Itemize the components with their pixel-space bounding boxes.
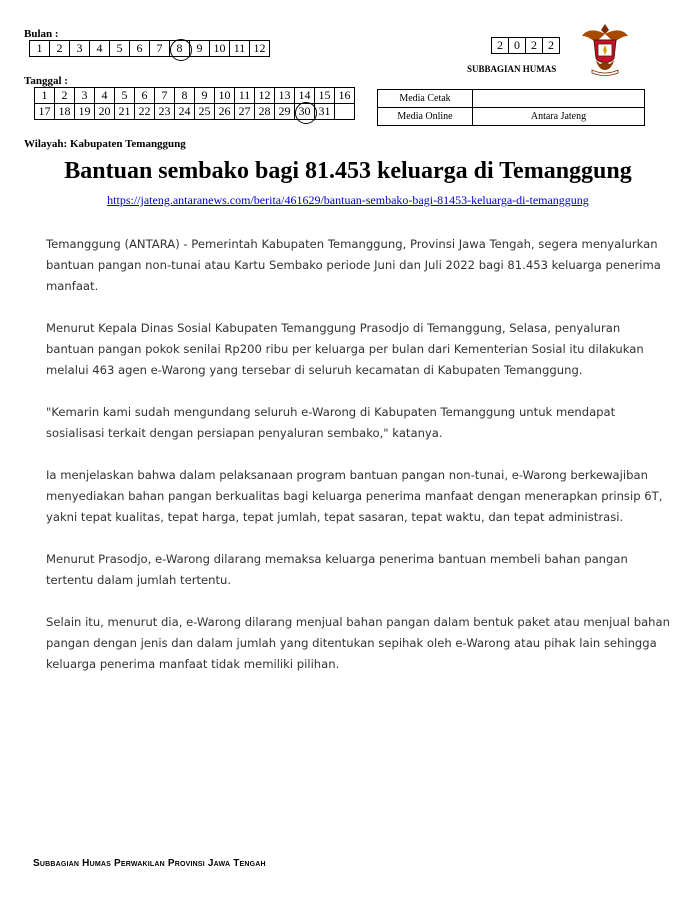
date-cell: 23 [155,104,175,120]
article-paragraph: Selain itu, menurut dia, e-Warong dilarang menjual bahan pangan dalam bentuk paket atau menjual bahan pangan dengan jenis dan dalam jumlah yang ditentukan sepihak oleh e-Warong atau pihak lain sehingga keluarga penerima manfaat tidak memiliki pilihan. [46,615,670,671]
month-cell: 3 [70,41,90,57]
date-cell: 27 [235,104,255,120]
month-cell: 12 [250,41,270,57]
article-paragraph: Menurut Kepala Dinas Sosial Kabupaten Temanggung Prasodjo di Temanggung, Selasa, penyaluran bantuan pangan pokok senilai Rp200 ribu per keluarga per bulan dari Kementerian Sosial itu dilakukan melalui 463 agen e-Warong yang tersebar di seluruh kecamatan di Kabupaten Temanggung. [46,321,644,377]
media-row [378,90,645,108]
media-row-value: Antara Jateng [473,108,645,126]
article-body [46,234,671,696]
year-digit-cell: 2 [543,38,560,54]
date-cell: 26 [215,104,235,120]
footer-text: Subbagian Humas Perwakilan Provinsi Jawa Tengah [33,858,266,869]
date-cell: 4 [95,88,115,104]
date-cell: 6 [135,88,155,104]
garuda-emblem-icon [580,20,630,78]
date-cell: 29 [275,104,295,120]
month-grid [29,40,270,57]
date-grid [34,87,355,120]
date-cell: 7 [155,88,175,104]
month-cell: 1 [30,41,50,57]
date-cell: 24 [175,104,195,120]
date-cell: 28 [255,104,275,120]
media-table [377,89,645,126]
media-row-value [473,90,645,108]
month-cell: 11 [230,41,250,57]
media-row [378,108,645,126]
month-cell: 6 [130,41,150,57]
month-cell: 4 [90,41,110,57]
date-cell: 5 [115,88,135,104]
article-url-link[interactable]: https://jateng.antaranews.com/berita/461629/bantuan-sembako-bagi-81453-keluarga-di-temanggung [107,193,589,207]
dept-label: SUBBAGIAN HUMAS [467,64,557,74]
year-digit-cell: 0 [509,38,526,54]
date-cell: 30 [295,104,315,120]
date-cell: 17 [35,104,55,120]
date-cell: 13 [275,88,295,104]
date-cell: 14 [295,88,315,104]
article-paragraph: "Kemarin kami sudah mengundang seluruh e-Warong di Kabupaten Temanggung untuk mendapat sosialisasi terkait dengan persiapan penyaluran sembako," katanya. [46,405,616,440]
date-cell: 11 [235,88,255,104]
date-cell: 21 [115,104,135,120]
date-cell: 9 [195,88,215,104]
article-title: Bantuan sembako bagi 81.453 keluarga di Temanggung [64,158,632,184]
date-cell: 1 [35,88,55,104]
month-cell: 8 [170,41,190,57]
date-cell [335,104,355,120]
date-cell: 2 [55,88,75,104]
article-paragraph: Menurut Prasodjo, e-Warong dilarang memaksa keluarga penerima bantuan membeli bahan pangan tertentu dalam jumlah tertentu. [46,552,628,587]
date-cell: 16 [335,88,355,104]
media-row-label: Media Online [378,108,473,126]
date-cell: 22 [135,104,155,120]
date-cell: 31 [315,104,335,120]
article-paragraph: Temanggung (ANTARA) - Pemerintah Kabupaten Temanggung, Provinsi Jawa Tengah, segera menyalurkan bantuan pangan non-tunai atau Kartu Sembako periode Juni dan Juli 2022 bagi 81.453 keluarga penerima manfaat. [46,237,661,293]
date-cell: 19 [75,104,95,120]
date-cell: 10 [215,88,235,104]
tanggal-label: Tanggal : [24,75,68,87]
date-cell: 25 [195,104,215,120]
month-cell: 7 [150,41,170,57]
bulan-label: Bulan : [24,28,59,40]
media-row-label: Media Cetak [378,90,473,108]
date-cell: 18 [55,104,75,120]
article-paragraph: Ia menjelaskan bahwa dalam pelaksanaan program bantuan pangan non-tunai, e-Warong berkewajiban menyediakan bahan pangan berkualitas bagi keluarga penerima manfaat dengan menerapkan prinsip 6T, yakni tepat kualitas, tepat harga, tepat jumlah, tepat sasaran, tepat waktu, dan tepat administrasi. [46,468,663,524]
month-cell: 5 [110,41,130,57]
year-digit-cell: 2 [492,38,509,54]
date-cell: 20 [95,104,115,120]
date-cell: 12 [255,88,275,104]
month-cell: 10 [210,41,230,57]
date-cell: 3 [75,88,95,104]
date-cell: 8 [175,88,195,104]
year-grid [491,37,560,54]
year-digit-cell: 2 [526,38,543,54]
month-cell: 9 [190,41,210,57]
date-cell: 15 [315,88,335,104]
wilayah-label: Wilayah: Kabupaten Temanggung [24,138,186,150]
month-cell: 2 [50,41,70,57]
